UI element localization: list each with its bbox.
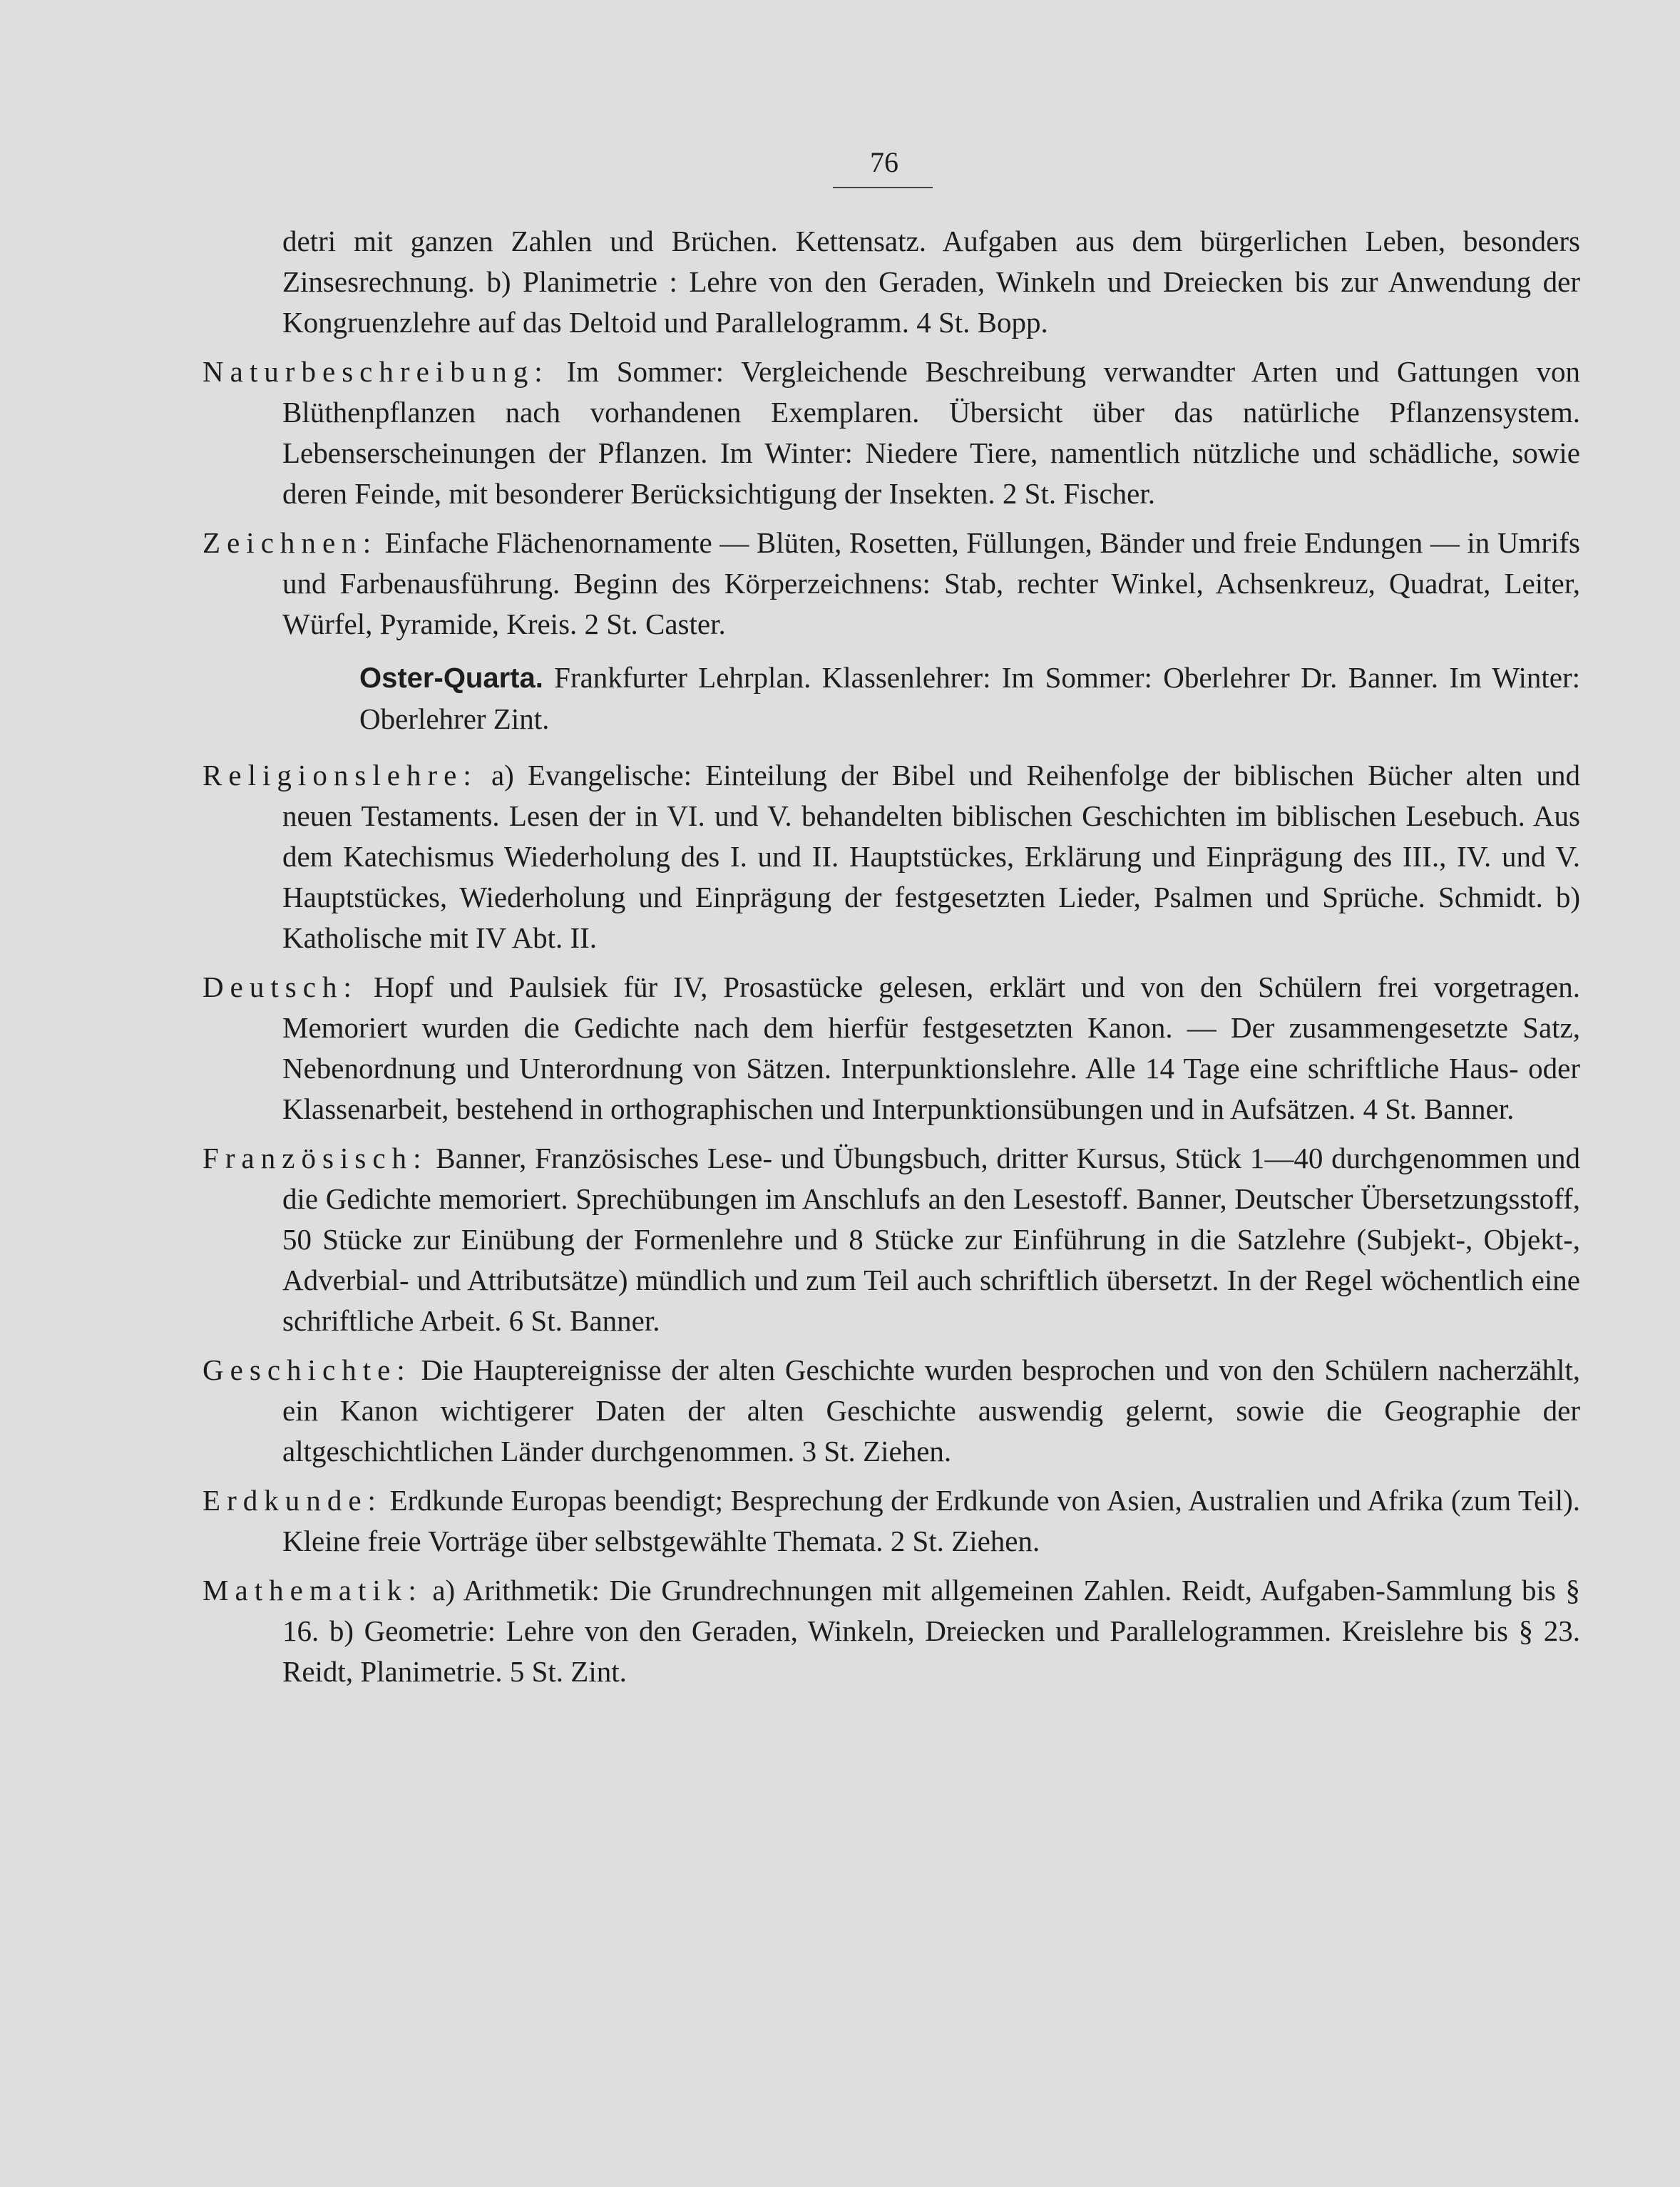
paragraph-text: a) Arithmetik: Die Grundrechnungen mit allgemeinen Zahlen. Reidt, Aufgaben-Sammlung bis § 16. b) Geometrie: Lehre von den Geraden, Winkeln, Dreiecken und Parallelogrammen. Kreislehre bis § 23. Reidt, Planimetrie. 5 St. Zint. — [282, 1574, 1580, 1688]
section-text: Frankfurter Lehrplan. Klassenlehrer: Im Sommer: Oberlehrer Dr. Banner. Im Winter: Oberlehrer Zint. — [359, 661, 1580, 735]
subject-heading: Deutsch: — [203, 970, 358, 1003]
paragraph-deutsch — [203, 967, 1580, 1130]
section-oster-quarta — [203, 657, 1580, 739]
paragraph-religionslehre — [203, 755, 1580, 958]
paragraph-text: Erdkunde Europas beendigt; Besprechung der Erdkunde von Asien, Australien und Afrika (zum Teil). Kleine freie Vorträge über selbstgewählte Themata. 2 St. Ziehen. — [282, 1484, 1580, 1557]
page-number: 76 — [870, 146, 898, 178]
paragraph-erdkunde — [203, 1480, 1580, 1562]
subject-heading: Französisch: — [203, 1142, 428, 1174]
paragraph-zeichnen — [203, 523, 1580, 645]
paragraph-franzoesisch — [203, 1138, 1580, 1341]
subject-heading: Naturbeschreibung: — [203, 355, 549, 388]
paragraph-text: a) Evangelische: Einteilung der Bibel und Reihenfolge der biblischen Bücher alten und neuen Testaments. Lesen der in VI. und V. behandelten biblischen Geschichten im biblischen Lesebuch. Aus dem Katechismus Wiederholung des I. und II. Hauptstückes, Erklärung und Einprägung des III., IV. und V. Hauptstückes, Wiederholung und Einprägung der festgesetzten Lieder, Psalmen und Sprüche. Schmidt. b) Katholische mit IV Abt. II. — [282, 759, 1580, 954]
subject-heading: Zeichnen: — [203, 526, 378, 559]
paragraph-text: detri mit ganzen Zahlen und Brüchen. Kettensatz. Aufgaben aus dem bürgerlichen Leben, besonders Zinsesrechnung. b) Planimetrie : Lehre von den Geraden, Winkeln und Dreiecken bis zur Anwendung der Kongruenzlehre auf das Deltoid und Parallelogramm. 4 St. Bopp. — [282, 225, 1580, 339]
section-title: Oster-Quarta. — [359, 662, 543, 694]
page-body — [203, 221, 1580, 1701]
page-number-rule — [833, 187, 933, 188]
subject-heading: Geschichte: — [203, 1353, 411, 1386]
paragraph-text: Die Hauptereignisse der alten Geschichte wurden besprochen und von den Schülern nacherzählt, ein Kanon wichtigerer Daten der alten Geschichte auswendig gelernt, sowie die Geographie der altgeschichtlichen Länder durchgenommen. 3 St. Ziehen. — [282, 1353, 1580, 1468]
paragraph-text: Hopf und Paulsiek für IV, Prosastücke gelesen, erklärt und von den Schülern frei vorgetragen. Memoriert wurden die Gedichte nach dem hierfür festgesetzten Kanon. — Der zusammengesetzte Satz, Nebenordnung und Unterordnung von Sätzen. Interpunktionslehre. Alle 14 Tage eine schriftliche Haus- oder Klassenarbeit, bestehend in orthographischen und Interpunktionsübungen und in Aufsätzen. 4 St. Banner. — [282, 970, 1580, 1125]
paragraph-text: Einfache Flächenornamente — Blüten, Rosetten, Füllungen, Bänder und freie Endungen — in Umrifs und Farbenausführung. Beginn des Körperzeichnens: Stab, rechter Winkel, Achsenkreuz, Quadrat, Leiter, Würfel, Pyramide, Kreis. 2 St. Caster. — [282, 526, 1580, 640]
paragraph-text: Banner, Französisches Lese- und Übungsbuch, dritter Kursus, Stück 1—40 durchgenommen und die Gedichte memoriert. Sprechübungen im Anschlufs an den Lesestoff. Banner, Deutscher Übersetzungsstoff, 50 Stücke zur Einübung der Formenlehre und 8 Stücke zur Einführung in die Satzlehre (Subjekt-, Objekt-, Adverbial- und Attributsätze) mündlich und zum Teil auch schriftlich übersetzt. In der Regel wöchentlich eine schriftliche Arbeit. 6 St. Banner. — [282, 1142, 1580, 1337]
paragraph-naturbeschreibung — [203, 352, 1580, 514]
paragraph-mathematik — [203, 1570, 1580, 1692]
paragraph-intro — [203, 221, 1580, 343]
subject-heading: Religionslehre: — [203, 759, 478, 792]
paragraph-text: Im Sommer: Vergleichende Beschreibung verwandter Arten und Gattungen von Blüthenpflanzen nach vorhandenen Exemplaren. Übersicht über das natürliche Pflanzensystem. Lebenserscheinungen der Pflanzen. Im Winter: Niedere Tiere, namentlich nützliche und schädliche, sowie deren Feinde, mit besonderer Berücksichtigung der Insekten. 2 St. Fischer. — [282, 355, 1580, 510]
subject-heading: Erdkunde: — [203, 1484, 382, 1517]
paragraph-geschichte — [203, 1350, 1580, 1472]
subject-heading: Mathematik: — [203, 1574, 423, 1607]
